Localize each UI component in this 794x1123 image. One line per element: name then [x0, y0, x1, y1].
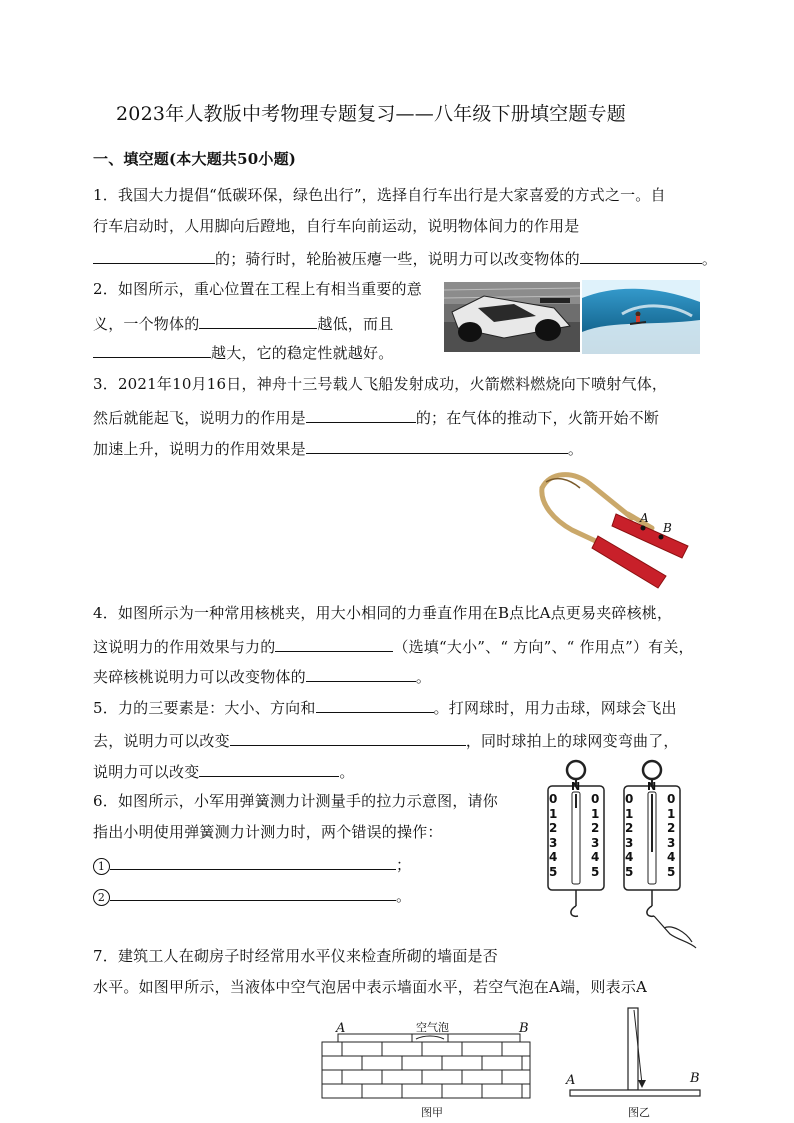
- q2-line2: [93, 312, 393, 334]
- q4-text-a2: 夹碎核桃说明力可以改变物体的: [93, 668, 306, 686]
- q5-text-a: 5．力的三要素是：大小、方向和: [93, 699, 316, 717]
- scale-tick-label: 2: [625, 821, 634, 835]
- q5-line1: [93, 696, 677, 718]
- q2-text-a: 义，一个物体的: [93, 315, 200, 333]
- surfer-photo: [582, 280, 700, 354]
- q2-blank-2[interactable]: [93, 341, 211, 358]
- plumb-label-b: B: [690, 1071, 700, 1086]
- scale-tick-label: 4: [591, 850, 600, 864]
- page-title: 2023年人教版中考物理专题复习——八年级下册填空题专题: [116, 103, 626, 125]
- q1-line3: [93, 247, 717, 269]
- q3-blank-1[interactable]: [306, 406, 416, 423]
- plumb-label-a: A: [566, 1073, 576, 1088]
- q6-item1: [93, 853, 411, 875]
- q6-item2-end: 。: [396, 887, 412, 905]
- q3-text-b: 的；在气体的推动下，火箭开始不断: [415, 409, 660, 427]
- q2-line1: 2．如图所示，重心位置在工程上有相当重要的意: [93, 280, 422, 298]
- scale-tick-label: 5: [667, 864, 676, 879]
- q5-text-a2: 去，说明力可以改变: [93, 732, 230, 750]
- q3-line1: 3．2021年10月16日，神舟十三号载人飞船发射成功，火箭燃料燃烧向下喷射气体，: [93, 375, 668, 393]
- q4-text-a: 这说明力的作用效果与力的: [93, 638, 276, 656]
- scale-tick-label: 1: [625, 806, 634, 821]
- scale-tick-label: 4: [667, 850, 676, 864]
- q5-text-b: 。打网球时，用力击球，网球会飞出: [433, 699, 677, 717]
- q1-blank-1[interactable]: [93, 247, 215, 264]
- q4-blank-2[interactable]: [306, 665, 416, 682]
- fig-yi-caption: 图乙: [628, 1106, 650, 1119]
- q5-blank-3[interactable]: [199, 760, 339, 777]
- q5-line2: [93, 729, 679, 751]
- scale-tick-label: 5: [625, 864, 634, 879]
- q1-text-a: 的；骑行时，轮胎被压瘪一些，说明力可以改变物体的: [215, 250, 580, 268]
- q5-line3: [93, 760, 355, 782]
- nutcracker-label-b: B: [663, 521, 672, 535]
- level-label-b: B: [519, 1021, 529, 1036]
- q1-line2: 行车启动时，人用脚向后蹬地，自行车向前运动，说明物体间力的作用是: [93, 217, 580, 235]
- scale-tick-label: 4: [549, 850, 558, 864]
- item-marker-2: 2: [93, 889, 110, 906]
- q4-line2: [93, 635, 694, 657]
- q3-blank-2[interactable]: [306, 437, 568, 454]
- q2-text-b2: 越大，它的稳定性就越好。: [211, 344, 394, 362]
- q5-blank-1[interactable]: [316, 696, 434, 713]
- q5-blank-2[interactable]: [230, 729, 466, 746]
- air-bubble-label: 空气泡: [416, 1021, 449, 1034]
- nutcracker-label-a: A: [640, 511, 649, 525]
- q5-text-end: 。: [339, 763, 355, 781]
- scale-left-unit: N: [571, 780, 581, 793]
- scale-tick-label: 3: [625, 835, 634, 850]
- scale-tick-label: 1: [667, 806, 676, 821]
- scale-tick-label: 0: [667, 792, 676, 806]
- q2-text-b: 越低，而且: [317, 315, 394, 333]
- q4-text-end: 。: [415, 668, 432, 686]
- q3-line3: [93, 437, 583, 459]
- race-car-photo: [444, 282, 580, 352]
- q6-blank-1[interactable]: [110, 853, 396, 870]
- q4-line1: 4．如图所示为一种常用核桃夹，用大小相同的力垂直作用在B点比A点更易夹碎核桃，: [93, 604, 673, 622]
- scale-tick-label: 0: [549, 792, 558, 806]
- scale-tick-label: 5: [549, 864, 558, 879]
- q2-blank-1[interactable]: [199, 312, 317, 329]
- scale-tick-label: 0: [591, 792, 600, 806]
- spring-scale-right: [624, 761, 696, 948]
- fig-jia-caption: 图甲: [421, 1106, 443, 1119]
- q6-line2: 指出小明使用弹簧测力计测力时，两个错误的操作：: [93, 823, 443, 841]
- q6-item2: [93, 884, 411, 906]
- q1-text-end: 。: [701, 250, 718, 268]
- q1-line1: 1．我国大力提倡“低碳环保，绿色出行”，选择自行车出行是大家喜爱的方式之一。自: [93, 186, 666, 204]
- section-header: 一、填空题(本大题共50小题): [93, 150, 297, 168]
- q5-text-a3: 说明力可以改变: [93, 763, 200, 781]
- q2-line3: [93, 341, 393, 363]
- scale-tick-label: 4: [625, 850, 634, 864]
- scale-tick-label: 3: [549, 835, 558, 850]
- q3-text-end: 。: [567, 440, 584, 458]
- q4-line3: [93, 665, 431, 687]
- q4-blank-1[interactable]: [275, 635, 393, 652]
- scale-tick-label: 2: [591, 821, 600, 835]
- scale-tick-label: 3: [591, 835, 600, 850]
- q3-text-a: 然后就能起飞，说明力的作用是: [93, 409, 306, 427]
- q7-line1: 7．建筑工人在砌房子时经常用水平仪来检查所砌的墙面是否: [93, 947, 498, 965]
- plumb-line-figure: [560, 1006, 710, 1104]
- level-label-a: A: [336, 1021, 346, 1036]
- q4-text-b: （选填“大小”、“ 方向”、“ 作用点”）有关，: [393, 638, 694, 656]
- q6-item1-end: ；: [396, 856, 412, 874]
- item-marker-1: 1: [93, 858, 110, 875]
- scale-right-unit: N: [647, 780, 657, 793]
- q3-text-a2: 加速上升，说明力的作用效果是: [93, 440, 306, 458]
- q6-line1: 6．如图所示，小军用弹簧测力计测量手的拉力示意图，请你: [93, 792, 498, 810]
- q1-blank-2[interactable]: [580, 247, 702, 264]
- q5-text-b2: ，同时球拍上的球网变弯曲了，: [465, 732, 679, 750]
- scale-tick-label: 5: [591, 864, 600, 879]
- q7-line2: 水平。如图甲所示，当液体中空气泡居中表示墙面水平，若空气泡在A端，则表示A: [93, 978, 648, 996]
- nutcracker-illustration: [532, 470, 700, 600]
- scale-tick-label: 1: [591, 806, 600, 821]
- scale-tick-label: 3: [667, 835, 676, 850]
- spring-scale-figure: [540, 756, 702, 956]
- q6-blank-2[interactable]: [110, 884, 396, 901]
- scale-tick-label: 2: [549, 821, 558, 835]
- scale-tick-label: 0: [625, 792, 634, 806]
- scale-tick-label: 1: [549, 806, 558, 821]
- scale-tick-label: 2: [667, 821, 676, 835]
- q3-line2: [93, 406, 659, 428]
